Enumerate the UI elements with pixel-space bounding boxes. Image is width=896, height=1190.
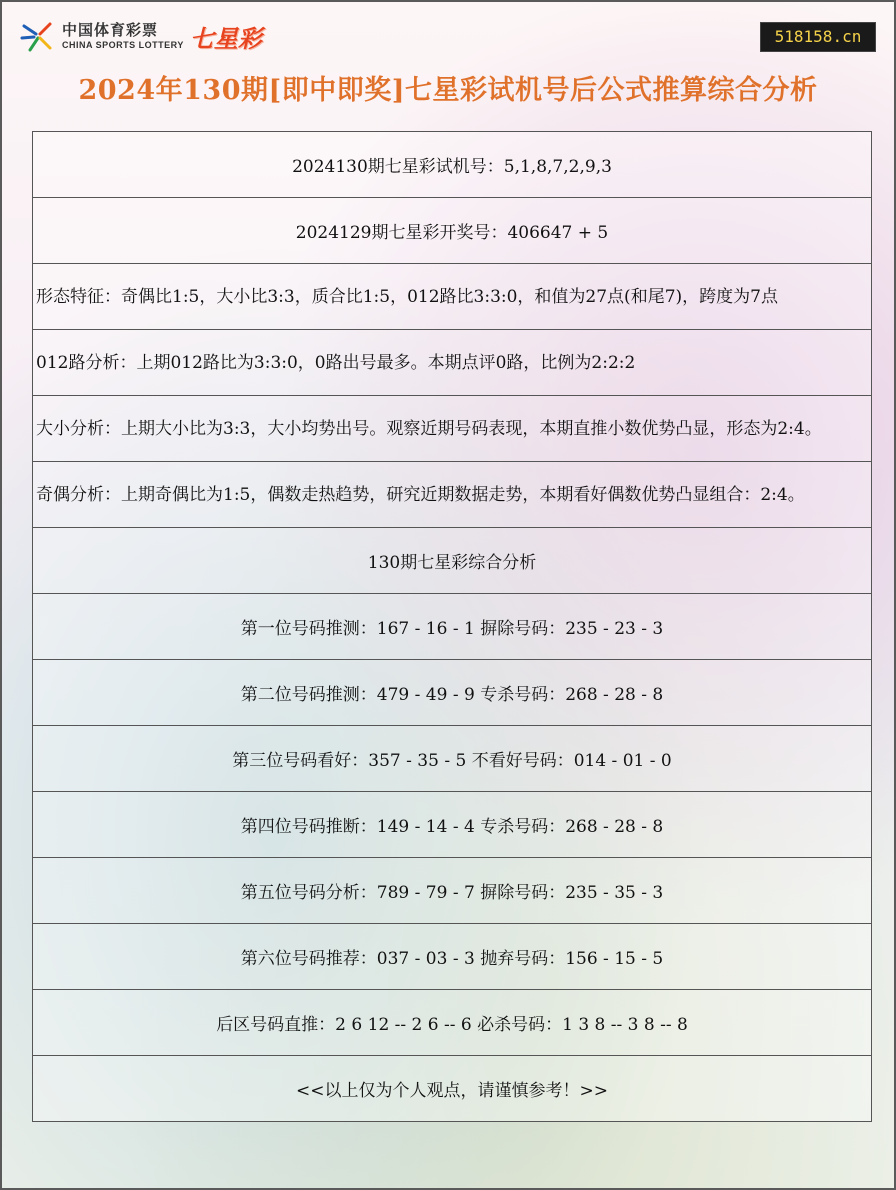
lottery-logo-icon bbox=[20, 18, 56, 54]
row-text: 第三位号码看好：357 - 35 - 5 不看好号码：014 - 01 - 0 bbox=[232, 751, 672, 771]
page-title: 2024年130期[即中即奖]七星彩试机号后公式推算综合分析 bbox=[78, 75, 818, 106]
row-text: 奇偶分析：上期奇偶比为1:5，偶数走热趋势，研究近期数据走势，本期看好偶数优势凸显组合：2:4。 bbox=[36, 484, 805, 505]
row-text: 大小分析：上期大小比为3:3，大小均势出号。观察近期号码表现，本期直推小数优势凸显，形态为2:4。 bbox=[36, 418, 822, 439]
row-text: 形态特征：奇偶比1:5，大小比3:3，质合比1:5，012路比3:3:0，和值为27点(和尾7)，跨度为7点 bbox=[36, 286, 778, 307]
size-analysis-row bbox=[32, 396, 872, 462]
back-zone-row bbox=[32, 990, 872, 1056]
header bbox=[2, 2, 894, 62]
position-5-row bbox=[32, 858, 872, 924]
row-text: 2024129期七星彩开奖号：406647 + 5 bbox=[295, 223, 609, 243]
position-1-row bbox=[32, 594, 872, 660]
site-badge: 518158.cn bbox=[760, 22, 876, 52]
route-012-analysis-row bbox=[32, 330, 872, 396]
row-text: 后区号码直推：2 6 12 -- 2 6 -- 6 必杀号码：1 3 8 -- 3 8 -- 8 bbox=[216, 1015, 688, 1035]
pattern-features-row bbox=[32, 264, 872, 330]
analysis-table bbox=[32, 131, 872, 1122]
logo-text bbox=[62, 21, 184, 51]
row-text: 012路分析：上期012路比为3:3:0，0路出号最多。本期点评0路，比例为2:2:2 bbox=[36, 352, 636, 373]
position-2-row bbox=[32, 660, 872, 726]
row-text: 第五位号码分析：789 - 79 - 7 摒除号码：235 - 35 - 3 bbox=[240, 883, 664, 903]
row-text: 第四位号码推断：149 - 14 - 4 专杀号码：268 - 28 - 8 bbox=[240, 817, 664, 837]
row-text: 第二位号码推测：479 - 49 - 9 专杀号码：268 - 28 - 8 bbox=[240, 685, 664, 705]
row-text: 第一位号码推测：167 - 16 - 1 摒除号码：235 - 23 - 3 bbox=[240, 619, 664, 639]
row-text: 130期七星彩综合分析 bbox=[367, 553, 537, 573]
section-heading-row bbox=[32, 528, 872, 594]
row-text: 第六位号码推荐：037 - 03 - 3 抛弃号码：156 - 15 - 5 bbox=[240, 949, 664, 969]
row-text: 2024130期七星彩试机号：5,1,8,7,2,9,3 bbox=[292, 157, 612, 177]
row-text: <<以上仅为个人观点，请谨慎参考！>> bbox=[296, 1081, 608, 1101]
logo-en-text: CHINA SPORTS LOTTERY bbox=[62, 40, 184, 50]
odd-even-analysis-row bbox=[32, 462, 872, 528]
position-4-row bbox=[32, 792, 872, 858]
qixingcai-brand: 七星彩 bbox=[189, 24, 262, 53]
draw-result-row bbox=[32, 198, 872, 264]
trial-number-row bbox=[32, 132, 872, 198]
disclaimer-row bbox=[32, 1056, 872, 1122]
position-3-row bbox=[32, 726, 872, 792]
position-6-row bbox=[32, 924, 872, 990]
china-sports-lottery-logo bbox=[20, 18, 262, 54]
logo-cn-text: 中国体育彩票 bbox=[62, 21, 159, 39]
